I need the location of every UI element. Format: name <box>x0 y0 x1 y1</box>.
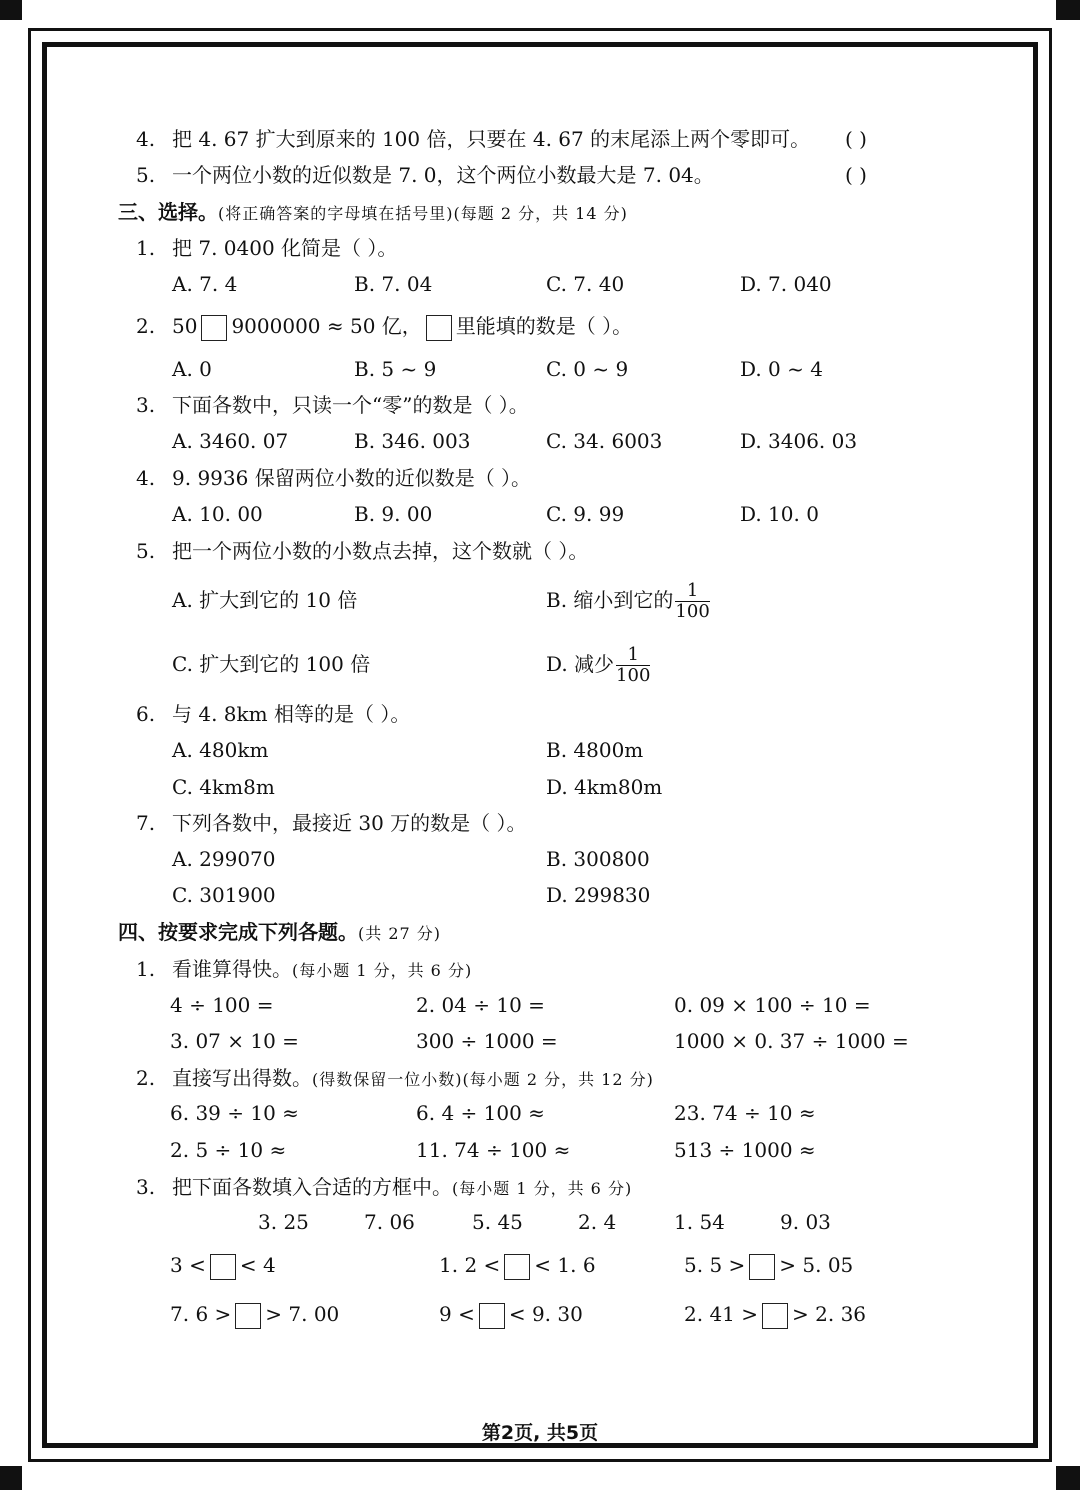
question-number: 1. <box>136 236 156 260</box>
text-part-1: 50 <box>172 314 198 338</box>
part-note: (每小题 1 分，共 6 分) <box>292 961 473 980</box>
option-a[interactable]: A. 299070 <box>172 847 276 871</box>
question-number: 5. <box>136 539 156 563</box>
question-text: 把 4. 67 扩大到原来的 100 倍，只要在 4. 67 的末尾添上两个零即可。 <box>172 127 811 151</box>
fraction-numerator: 1 <box>675 581 709 602</box>
option-c[interactable]: C. 4km8m <box>172 775 275 799</box>
option-c[interactable]: C. 0 ~ 9 <box>546 357 629 381</box>
section-title: 四、按要求完成下列各题。 <box>118 920 358 944</box>
part-title: 直接写出得数。 <box>172 1066 312 1090</box>
calc-item[interactable]: 3. 07 × 10 = <box>170 1029 299 1053</box>
inequality-item <box>170 1250 276 1280</box>
ineq-left: 1. 2 < <box>439 1253 501 1277</box>
ineq-left: 3 < <box>170 1253 206 1277</box>
section-title: 三、选择。 <box>118 200 218 224</box>
inequality-item <box>684 1299 866 1329</box>
calc-item[interactable]: 513 ÷ 1000 ≈ <box>674 1138 816 1162</box>
corner-mark-bottom-left <box>0 1466 22 1490</box>
calc-item[interactable]: 6. 39 ÷ 10 ≈ <box>170 1101 299 1125</box>
option-d[interactable]: D. 4km80m <box>546 775 663 799</box>
inequality-item <box>170 1299 339 1329</box>
option-a[interactable]: A. 0 <box>172 357 212 381</box>
candidate-number: 1. 54 <box>674 1210 725 1234</box>
calc-item[interactable]: 2. 5 ÷ 10 ≈ <box>170 1138 287 1162</box>
calc-item[interactable]: 11. 74 ÷ 100 ≈ <box>416 1138 571 1162</box>
question-number: 4. <box>136 127 156 151</box>
option-b[interactable]: B. 300800 <box>546 847 650 871</box>
text-part-3: 里能填的数是（ ）。 <box>455 314 633 338</box>
ineq-right: > 5. 05 <box>779 1253 854 1277</box>
option-d-text: D. 减少 <box>546 652 615 676</box>
question-number: 2. <box>136 314 156 338</box>
digit-box[interactable] <box>426 315 452 341</box>
inequality-item <box>439 1299 583 1329</box>
answer-blank[interactable]: ( ) <box>845 127 867 151</box>
answer-box[interactable] <box>210 1254 236 1280</box>
ineq-left: 7. 6 > <box>170 1302 232 1326</box>
option-b-text: B. 缩小到它的 <box>546 588 674 612</box>
option-d[interactable] <box>546 640 650 688</box>
answer-box[interactable] <box>504 1254 530 1280</box>
section-4-heading <box>118 920 441 946</box>
option-b[interactable]: B. 4800m <box>546 738 644 762</box>
option-b[interactable]: B. 346. 003 <box>354 429 471 453</box>
option-b[interactable] <box>546 576 710 624</box>
fraction <box>675 581 709 622</box>
fraction-denominator: 100 <box>616 665 651 686</box>
question-number: 5. <box>136 163 156 187</box>
candidate-number: 7. 06 <box>364 1210 415 1234</box>
option-a[interactable]: A. 10. 00 <box>172 502 263 526</box>
option-a[interactable]: A. 扩大到它的 10 倍 <box>172 588 358 612</box>
text-part-2: 9000000 ≈ 50 亿， <box>231 314 422 338</box>
candidate-number: 5. 45 <box>472 1210 523 1234</box>
option-d[interactable]: D. 10. 0 <box>740 502 819 526</box>
candidate-number: 2. 4 <box>578 1210 617 1234</box>
fraction <box>616 645 650 686</box>
option-d[interactable]: D. 7. 040 <box>740 272 832 296</box>
ineq-right: < 4 <box>239 1253 276 1277</box>
question-text: 下列各数中，最接近 30 万的数是（ ）。 <box>172 811 527 835</box>
calc-item[interactable]: 2. 04 ÷ 10 = <box>416 993 545 1017</box>
calc-item[interactable]: 4 ÷ 100 = <box>170 993 274 1017</box>
option-c[interactable]: C. 34. 6003 <box>546 429 663 453</box>
inequality-item <box>439 1250 596 1280</box>
part-note: (每小题 1 分，共 6 分) <box>452 1179 633 1198</box>
ineq-left: 2. 41 > <box>684 1302 759 1326</box>
answer-blank[interactable]: ( ) <box>845 163 867 187</box>
answer-box[interactable] <box>749 1254 775 1280</box>
calc-item[interactable]: 6. 4 ÷ 100 ≈ <box>416 1101 545 1125</box>
option-a[interactable]: A. 480km <box>172 738 269 762</box>
option-a[interactable]: A. 7. 4 <box>172 272 238 296</box>
question-number: 3. <box>136 1175 156 1199</box>
corner-mark-top-right <box>1056 0 1080 20</box>
candidate-number: 9. 03 <box>780 1210 831 1234</box>
fraction-denominator: 100 <box>675 601 710 622</box>
question-text: 9. 9936 保留两位小数的近似数是（ ）。 <box>172 466 532 490</box>
question-text: 一个两位小数的近似数是 7. 0，这个两位小数最大是 7. 04。 <box>172 163 714 187</box>
option-c[interactable]: C. 9. 99 <box>546 502 625 526</box>
option-a[interactable]: A. 3460. 07 <box>172 429 289 453</box>
ineq-right: < 9. 30 <box>508 1302 583 1326</box>
corner-mark-bottom-right <box>1056 1466 1080 1490</box>
option-c[interactable]: C. 7. 40 <box>546 272 625 296</box>
fraction-numerator: 1 <box>616 645 650 666</box>
answer-box[interactable] <box>479 1303 505 1329</box>
section-note: (将正确答案的字母填在括号里)(每题 2 分，共 14 分) <box>218 204 628 223</box>
page-footer: 第2页, 共5页 <box>481 1422 599 1444</box>
option-b[interactable]: B. 9. 00 <box>354 502 433 526</box>
ineq-right: < 1. 6 <box>534 1253 596 1277</box>
question-number: 4. <box>136 466 156 490</box>
question-number: 2. <box>136 1066 156 1090</box>
question-text: 与 4. 8km 相等的是（ ）。 <box>172 702 411 726</box>
candidate-number: 3. 25 <box>258 1210 309 1234</box>
option-d[interactable]: D. 299830 <box>546 883 651 907</box>
option-c[interactable]: C. 扩大到它的 100 倍 <box>172 652 371 676</box>
ineq-left: 5. 5 > <box>684 1253 746 1277</box>
answer-box[interactable] <box>762 1303 788 1329</box>
part-title: 把下面各数填入合适的方框中。 <box>172 1175 452 1199</box>
calc-item[interactable]: 1000 × 0. 37 ÷ 1000 = <box>674 1029 909 1053</box>
ineq-right: > 7. 00 <box>265 1302 340 1326</box>
question-text <box>172 311 632 341</box>
option-d[interactable]: D. 3406. 03 <box>740 429 858 453</box>
question-text: 把一个两位小数的小数点去掉，这个数就（ ）。 <box>172 539 589 563</box>
part-note: (得数保留一位小数)(每小题 2 分，共 12 分) <box>312 1070 654 1089</box>
option-c[interactable]: C. 301900 <box>172 883 276 907</box>
calc-item[interactable]: 300 ÷ 1000 = <box>416 1029 558 1053</box>
option-b[interactable]: B. 7. 04 <box>354 272 433 296</box>
section-3-heading <box>118 200 628 226</box>
question-text: 把 7. 0400 化简是（ ）。 <box>172 236 398 260</box>
option-d[interactable]: D. 0 ~ 4 <box>740 357 823 381</box>
answer-box[interactable] <box>235 1303 261 1329</box>
ineq-left: 9 < <box>439 1302 475 1326</box>
question-text <box>172 1066 654 1092</box>
corner-mark-top-left <box>0 0 22 20</box>
section-note: (共 27 分) <box>358 924 442 943</box>
question-number: 7. <box>136 811 156 835</box>
question-number: 3. <box>136 393 156 417</box>
question-number: 1. <box>136 957 156 981</box>
calc-item[interactable]: 23. 74 ÷ 10 ≈ <box>674 1101 816 1125</box>
question-text <box>172 1175 632 1201</box>
calc-item[interactable]: 0. 09 × 100 ÷ 10 = <box>674 993 871 1017</box>
question-number: 6. <box>136 702 156 726</box>
question-text: 下面各数中，只读一个“零”的数是（ ）。 <box>172 393 529 417</box>
ineq-right: > 2. 36 <box>792 1302 867 1326</box>
option-b[interactable]: B. 5 ~ 9 <box>354 357 437 381</box>
digit-box[interactable] <box>201 315 227 341</box>
inequality-item <box>684 1250 853 1280</box>
question-text <box>172 957 472 983</box>
part-title: 看谁算得快。 <box>172 957 292 981</box>
